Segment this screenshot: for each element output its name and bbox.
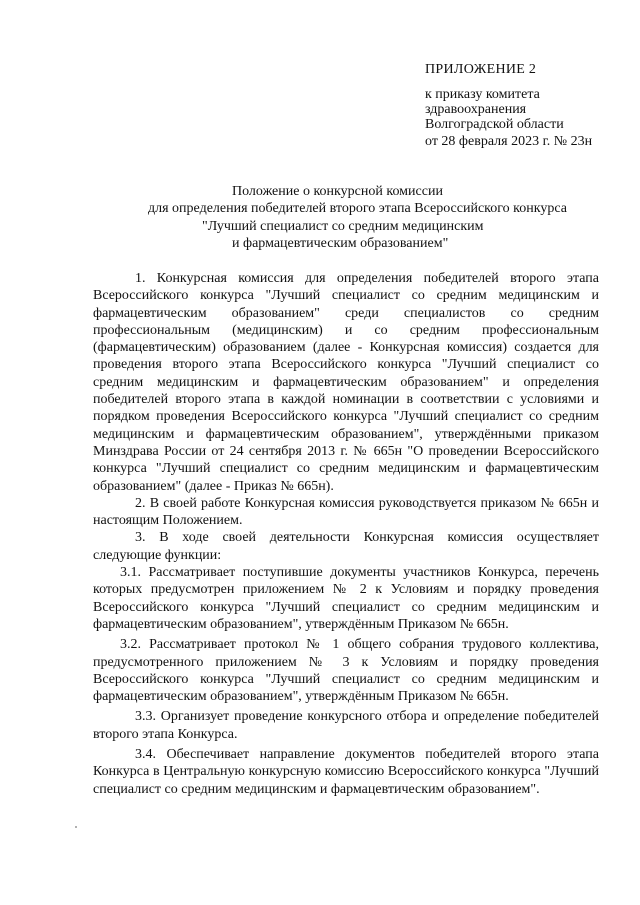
paragraph-3-3: 3.3. Организует проведение конкурсного отбора и определение победителей второго этапа Конкурса. bbox=[93, 709, 599, 742]
document-body bbox=[93, 270, 599, 798]
paragraph-2: 2. В своей работе Конкурсная комиссия руководствуется приказом № 665н и настоящим Положением. bbox=[93, 495, 599, 529]
appendix-line: здравоохранения bbox=[425, 102, 527, 117]
document-title bbox=[0, 183, 640, 252]
title-line: Положение о конкурсной комиссии bbox=[232, 184, 443, 199]
paragraph-3: 3. В ходе своей деятельности Конкурсная комиссия осуществляет следующие функции: bbox=[93, 530, 599, 563]
paragraph-1: 1. Конкурсная комиссия для определения победителей второго этапа Всероссийского конкурса "Лучший специалист со средним медицинским и фармацевтическим образованием" среди специалистов со средним профессиональным (медицинским) и со средним профессиональным (фармацевтическим) образованием (далее - Конкурсная комиссия) создается для проведения второго этапа Всероссийского конкурса "Лучший специалист со средним медицинским и фармацевтическим образованием" и определения победителей второго этапа в каждой номинации в соответствии с условиями и порядком проведения Всероссийского конкурса "Лучший специалист со средним медицинским и фармацевтическим образованием", утверждёнными приказом Минздрава России от 24 сентября 2013 г. № 665н "О проведении Всероссийского конкурса "Лучший специалист со средним медицинским и фармацевтическим образованием" (далее - Приказ № 665н). bbox=[93, 271, 599, 494]
appendix-title: ПРИЛОЖЕНИЕ 2 bbox=[425, 62, 537, 77]
appendix-line: от 28 февраля 2023 г. № 23н bbox=[425, 134, 593, 149]
title-line: "Лучший специалист со средним медицинским bbox=[202, 218, 484, 234]
paragraph-3-2: 3.2. Рассматривает протокол № 1 общего собрания трудового коллектива, предусмотренного приложением № 3 к Условиям и порядку проведения Всероссийского конкурса "Лучший специалист со средним медицинским и фармацевтическим образованием", утверждённым Приказом № 665н. bbox=[93, 637, 599, 705]
title-line: и фармацевтическим образованием" bbox=[232, 235, 449, 251]
appendix-line: к приказу комитета bbox=[425, 87, 540, 102]
paragraph-3-1: 3.1. Рассматривает поступившие документы участников Конкурса, перечень которых предусмотрен приложением № 2 к Условиям и порядку проведения Всероссийского конкурса "Лучший специалист со средним медицинским и фармацевтическим образованием", утверждённым Приказом № 665н. bbox=[93, 565, 599, 632]
paragraph-3-4: 3.4. Обеспечивает направление документов победителей второго этапа Конкурса в Центральную конкурсную комиссию Всероссийского конкурса "Лучший специалист со средним медицинским и фармацевтическим образованием". bbox=[93, 747, 599, 797]
appendix-header bbox=[425, 62, 625, 149]
title-line: для определения победителей второго этапа Всероссийского конкурса bbox=[148, 201, 567, 217]
scan-artifact bbox=[75, 826, 77, 828]
appendix-line: Волгоградской области bbox=[425, 117, 564, 132]
